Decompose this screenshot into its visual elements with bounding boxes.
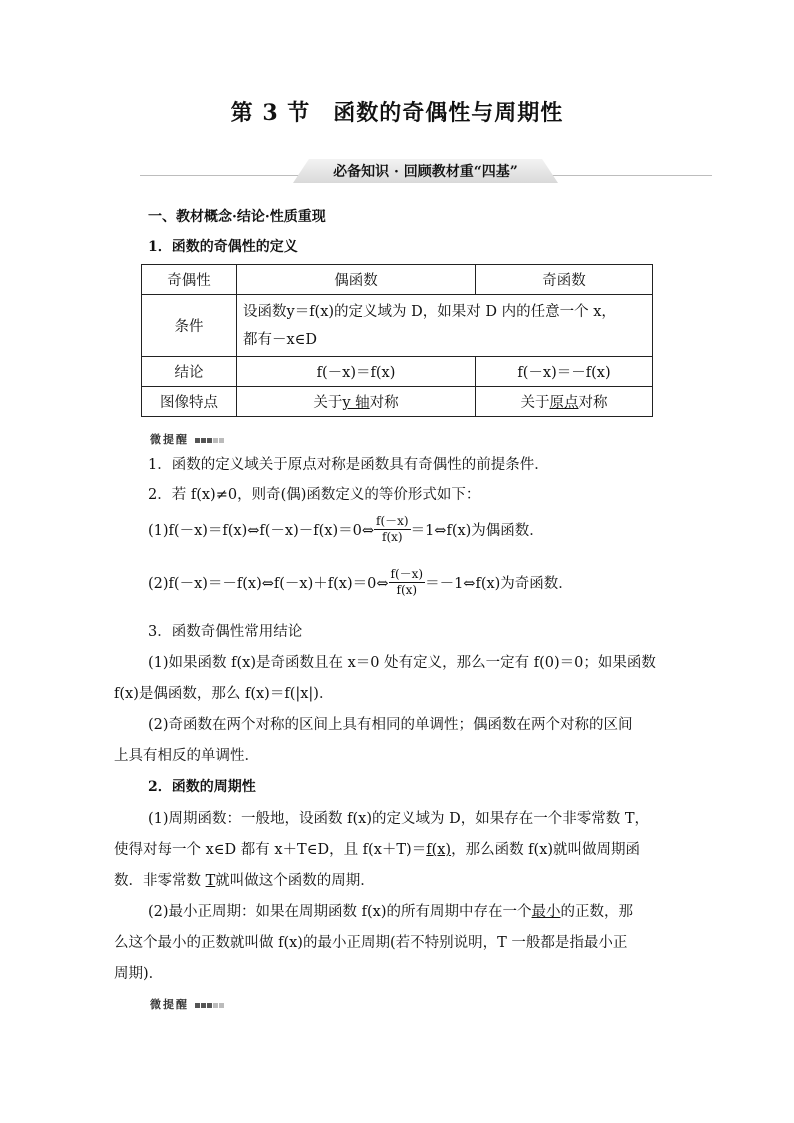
table-condition-cell: [237, 295, 653, 357]
table-label-graph: 图像特点: [142, 387, 237, 417]
table-header-parity: 奇偶性: [142, 265, 237, 295]
period-2a-post: 的正数，那: [560, 904, 634, 920]
tip1-paragraph-3: 3．函数奇偶性常用结论: [148, 624, 303, 640]
parity-definition-table: [141, 264, 653, 417]
tip1-paragraph-5a: (2)奇函数在两个对称的区间上具有相同的单调性；偶函数在两个对称的区间: [148, 717, 633, 733]
even-graph-pre: 关于: [313, 395, 343, 411]
period-1b-post: ，那么函数 f(x)就叫做周期函: [451, 842, 641, 858]
tip1-paragraph-4a: (1)如果函数 f(x)是奇函数且在 x＝0 处有定义，那么一定有 f(0)＝0；如果函数: [148, 655, 656, 671]
period-1c-pre: 数．非零常数: [114, 873, 206, 889]
formula-even-pre: (1)f(－x)＝f(x)⇔f(－x)－f(x)＝0⇔: [148, 523, 374, 539]
table-label-condition: 条件: [142, 295, 237, 357]
formula-odd-denominator: f(x): [396, 583, 418, 597]
period-paragraph-2c: 周期)．: [114, 966, 164, 982]
tip-label-2: [150, 996, 225, 1012]
formula-even: [148, 514, 544, 545]
odd-conclusion: f(－x)＝－f(x): [476, 357, 653, 387]
period-1b-underlined: f(x): [426, 842, 452, 858]
even-graph-post: 对称: [369, 395, 399, 411]
condition-line-2: 都有－x∈D: [243, 331, 318, 348]
table-header-even: 偶函数: [237, 265, 476, 295]
formula-even-post: ＝1⇔f(x)为偶函数．: [410, 523, 544, 539]
formula-even-numerator: f(－x): [376, 514, 409, 528]
period-paragraph-1a: (1)周期函数：一般地，设函数 f(x)的定义域为 D，如果存在一个非零常数 T，: [148, 811, 650, 827]
formula-odd: [148, 567, 573, 598]
formula-odd-post: ＝－1⇔f(x)为奇函数．: [425, 576, 573, 592]
odd-graph-pre: 关于: [520, 395, 550, 411]
period-2a-underlined: 最小: [531, 904, 561, 920]
formula-odd-fraction: [389, 567, 426, 598]
table-label-conclusion: 结论: [142, 357, 237, 387]
period-paragraph-1c: [114, 869, 375, 890]
tip-label-text-2: 微提醒: [150, 998, 189, 1011]
even-graph-feature: [237, 387, 476, 417]
period-2a-pre: (2)最小正周期：如果在周期函数 f(x)的所有周期中存在一个: [148, 904, 532, 920]
period-1b-pre: 使得对每一个 x∈D 都有 x＋T∈D，且 f(x＋T)＝: [114, 842, 427, 858]
tip-dots-icon-2: [195, 998, 225, 1011]
subsection-heading-parity: 1．函数的奇偶性的定义: [148, 239, 298, 255]
tip-dots-icon: [195, 433, 225, 446]
odd-graph-feature: [476, 387, 653, 417]
period-1c-post: 就叫做这个函数的周期．: [215, 873, 375, 889]
tip1-paragraph-2: 2．若 f(x)≠0，则奇(偶)函数定义的等价形式如下：: [148, 487, 481, 503]
formula-odd-numerator: f(－x): [390, 567, 424, 581]
subsection-heading-period: 2．函数的周期性: [148, 779, 256, 795]
odd-graph-origin: 原点: [549, 395, 579, 411]
tip1-paragraph-4b: f(x)是偶函数，那么 f(x)＝f(|x|)．: [114, 686, 334, 702]
banner-line-left: [140, 175, 300, 176]
section-heading: 一、教材概念·结论·性质重现: [148, 209, 326, 225]
even-graph-axis: y 轴: [342, 395, 370, 411]
even-conclusion: f(－x)＝f(x): [237, 357, 476, 387]
table-header-odd: 奇函数: [476, 265, 653, 295]
formula-odd-pre: (2)f(－x)＝－f(x)⇔f(－x)＋f(x)＝0⇔: [148, 576, 389, 592]
period-paragraph-2b: 么这个最小的正数就叫做 f(x)的最小正周期(若不特别说明，T 一般都是指最小正: [114, 935, 628, 951]
tip-label-1: [150, 431, 225, 447]
formula-even-denominator: f(x): [382, 530, 403, 544]
odd-graph-post: 对称: [578, 395, 608, 411]
formula-even-fraction: [374, 514, 411, 545]
page-title: 第 3 节 函数的奇偶性与周期性: [230, 100, 564, 126]
section-banner: 必备知识 · 回顾教材重“四基”: [333, 164, 518, 180]
banner-line-right: [552, 175, 712, 176]
condition-line-1: 设函数y＝f(x)的定义域为 D，如果对 D 内的任意一个 x，: [243, 303, 616, 320]
tip1-paragraph-1: 1．函数的定义域关于原点对称是函数具有奇偶性的前提条件．: [148, 457, 549, 473]
period-paragraph-2a: [148, 900, 633, 921]
tip-label-text: 微提醒: [150, 433, 189, 446]
period-paragraph-1b: [114, 838, 640, 859]
tip1-paragraph-5b: 上具有相反的单调性．: [114, 748, 259, 764]
period-1c-underlined: T: [205, 873, 216, 889]
